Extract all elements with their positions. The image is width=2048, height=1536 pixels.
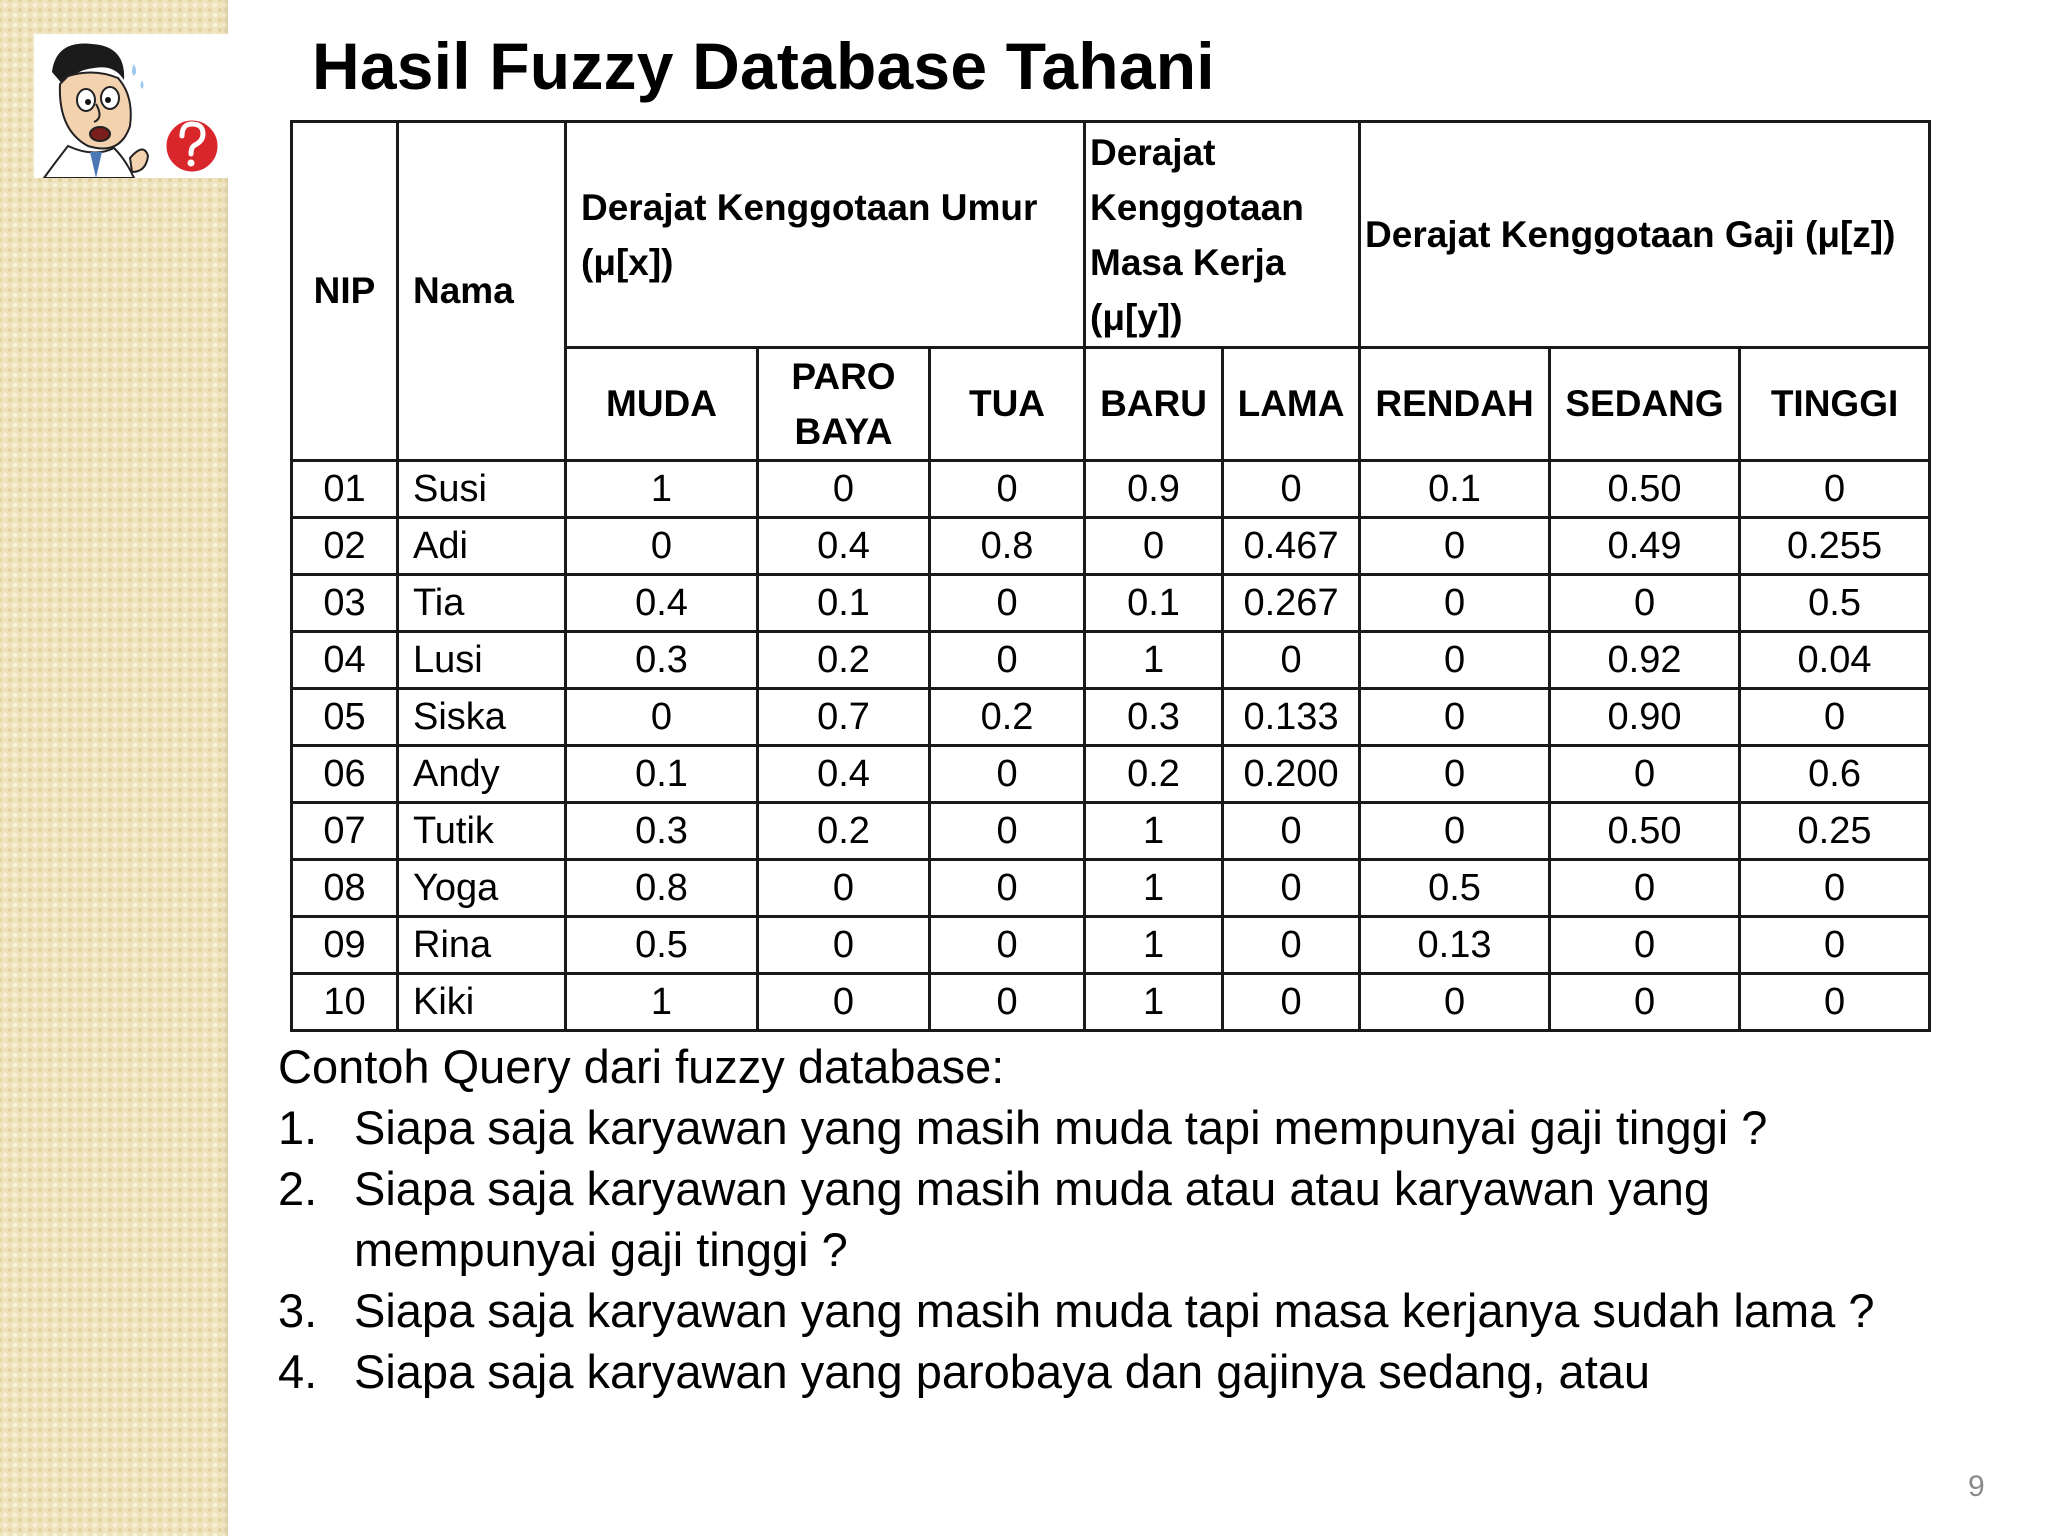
cell-sedang: 0.49 (1550, 518, 1740, 575)
cell-nama: Susi (398, 461, 566, 518)
header-paro-baya: PARO BAYA (758, 348, 930, 461)
cell-nip: 10 (292, 974, 398, 1031)
header-nama: Nama (398, 122, 566, 461)
slide-title: Hasil Fuzzy Database Tahani (312, 29, 1215, 103)
cell-tinggi: 0 (1740, 917, 1930, 974)
cell-baru: 1 (1085, 974, 1223, 1031)
cell-rendah: 0.13 (1360, 917, 1550, 974)
side-texture-strip (0, 0, 228, 1536)
cell-paro-baya: 0.2 (758, 803, 930, 860)
header-nip: NIP (292, 122, 398, 461)
query-item-text: Siapa saja karyawan yang masih muda tapi mempunyai gaji tinggi ? (354, 1101, 1768, 1154)
cell-nama: Adi (398, 518, 566, 575)
confused-man-icon (34, 34, 228, 178)
cell-lama: 0 (1223, 461, 1360, 518)
table-row (292, 803, 1930, 860)
cell-sedang: 0.92 (1550, 632, 1740, 689)
cell-paro-baya: 0 (758, 461, 930, 518)
cell-lama: 0 (1223, 632, 1360, 689)
table-body (292, 461, 1930, 1031)
cell-paro-baya: 0.7 (758, 689, 930, 746)
cell-tua: 0 (930, 917, 1085, 974)
query-item-text: Siapa saja karyawan yang parobaya dan gajinya sedang, atau (354, 1345, 1651, 1398)
query-heading: Contoh Query dari fuzzy database: (278, 1040, 1005, 1093)
header-lama: LAMA (1223, 348, 1360, 461)
cell-rendah: 0 (1360, 974, 1550, 1031)
cell-sedang: 0 (1550, 860, 1740, 917)
cell-rendah: 0 (1360, 803, 1550, 860)
cell-tinggi: 0 (1740, 461, 1930, 518)
cell-lama: 0.467 (1223, 518, 1360, 575)
query-item (278, 1097, 1918, 1158)
cell-paro-baya: 0.1 (758, 575, 930, 632)
cell-muda: 0 (566, 689, 758, 746)
table-row (292, 461, 1930, 518)
cell-muda: 1 (566, 461, 758, 518)
query-item-text: Siapa saja karyawan yang masih muda tapi masa kerjanya sudah lama ? (354, 1284, 1875, 1337)
cell-sedang: 0.50 (1550, 461, 1740, 518)
cell-nip: 09 (292, 917, 398, 974)
table-row (292, 746, 1930, 803)
cell-lama: 0 (1223, 803, 1360, 860)
cell-lama: 0 (1223, 860, 1360, 917)
cell-rendah: 0 (1360, 746, 1550, 803)
cell-muda: 0.3 (566, 803, 758, 860)
cell-lama: 0.267 (1223, 575, 1360, 632)
cell-nama: Lusi (398, 632, 566, 689)
cell-tua: 0 (930, 860, 1085, 917)
cell-rendah: 0.1 (1360, 461, 1550, 518)
question-mark-icon (165, 119, 219, 173)
cell-tinggi: 0.5 (1740, 575, 1930, 632)
cell-rendah: 0 (1360, 689, 1550, 746)
table-row (292, 917, 1930, 974)
cell-rendah: 0.5 (1360, 860, 1550, 917)
cell-nama: Rina (398, 917, 566, 974)
cell-paro-baya: 0.2 (758, 632, 930, 689)
cell-baru: 1 (1085, 860, 1223, 917)
cell-muda: 0.1 (566, 746, 758, 803)
query-item (278, 1158, 1918, 1280)
header-gaji-group: Derajat Kenggotaan Gaji (μ[z]) (1360, 122, 1930, 348)
cell-nama: Tutik (398, 803, 566, 860)
cell-tinggi: 0.255 (1740, 518, 1930, 575)
table-row (292, 632, 1930, 689)
header-rendah: RENDAH (1360, 348, 1550, 461)
header-baru: BARU (1085, 348, 1223, 461)
cell-lama: 0.200 (1223, 746, 1360, 803)
cell-tua: 0.2 (930, 689, 1085, 746)
cell-nama: Kiki (398, 974, 566, 1031)
cell-baru: 0.9 (1085, 461, 1223, 518)
cell-tua: 0 (930, 746, 1085, 803)
table-row (292, 689, 1930, 746)
cell-rendah: 0 (1360, 518, 1550, 575)
cell-nip: 01 (292, 461, 398, 518)
cell-tua: 0 (930, 575, 1085, 632)
cell-lama: 0 (1223, 917, 1360, 974)
cell-tinggi: 0.04 (1740, 632, 1930, 689)
cell-nama: Tia (398, 575, 566, 632)
cell-tinggi: 0.6 (1740, 746, 1930, 803)
query-item (278, 1280, 1918, 1341)
header-umur-group: Derajat Kenggotaan Umur (μ[x]) (566, 122, 1085, 348)
table-row (292, 860, 1930, 917)
cell-sedang: 0.90 (1550, 689, 1740, 746)
cell-lama: 0 (1223, 974, 1360, 1031)
query-item-number: 4. (278, 1345, 318, 1398)
cell-paro-baya: 0 (758, 860, 930, 917)
cell-nip: 07 (292, 803, 398, 860)
cell-tua: 0 (930, 974, 1085, 1031)
cell-baru: 0.3 (1085, 689, 1223, 746)
cell-muda: 0 (566, 518, 758, 575)
query-item-text: Siapa saja karyawan yang masih muda atau atau karyawan yang mempunyai gaji tinggi ? (354, 1162, 1710, 1276)
cell-tinggi: 0 (1740, 974, 1930, 1031)
cell-baru: 0.1 (1085, 575, 1223, 632)
query-item-number: 2. (278, 1162, 318, 1215)
cell-sedang: 0 (1550, 575, 1740, 632)
cell-muda: 0.5 (566, 917, 758, 974)
table-row (292, 575, 1930, 632)
cell-tua: 0.8 (930, 518, 1085, 575)
cell-paro-baya: 0.4 (758, 746, 930, 803)
table-row (292, 974, 1930, 1031)
cell-tua: 0 (930, 632, 1085, 689)
header-tinggi: TINGGI (1740, 348, 1930, 461)
cell-tinggi: 0 (1740, 860, 1930, 917)
cell-tua: 0 (930, 461, 1085, 518)
cell-muda: 0.8 (566, 860, 758, 917)
cell-rendah: 0 (1360, 632, 1550, 689)
cell-paro-baya: 0.4 (758, 518, 930, 575)
cell-baru: 1 (1085, 632, 1223, 689)
header-tua: TUA (930, 348, 1085, 461)
cell-muda: 0.4 (566, 575, 758, 632)
fuzzy-membership-table (290, 120, 1931, 1032)
cell-baru: 0 (1085, 518, 1223, 575)
table-row (292, 518, 1930, 575)
cell-nip: 08 (292, 860, 398, 917)
cell-muda: 1 (566, 974, 758, 1031)
query-item-number: 1. (278, 1101, 318, 1154)
query-item-number: 3. (278, 1284, 318, 1337)
cell-nama: Siska (398, 689, 566, 746)
cell-nip: 06 (292, 746, 398, 803)
cell-nip: 02 (292, 518, 398, 575)
header-sedang: SEDANG (1550, 348, 1740, 461)
cell-rendah: 0 (1360, 575, 1550, 632)
cell-lama: 0.133 (1223, 689, 1360, 746)
page-number: 9 (1968, 1470, 1985, 1503)
cell-nama: Yoga (398, 860, 566, 917)
cell-muda: 0.3 (566, 632, 758, 689)
cell-sedang: 0 (1550, 746, 1740, 803)
cell-sedang: 0 (1550, 974, 1740, 1031)
cell-tua: 0 (930, 803, 1085, 860)
cell-nama: Andy (398, 746, 566, 803)
cell-tinggi: 0 (1740, 689, 1930, 746)
cell-baru: 0.2 (1085, 746, 1223, 803)
cell-paro-baya: 0 (758, 917, 930, 974)
cell-nip: 03 (292, 575, 398, 632)
query-list (278, 1097, 1918, 1402)
cell-tinggi: 0.25 (1740, 803, 1930, 860)
cell-sedang: 0 (1550, 917, 1740, 974)
cell-paro-baya: 0 (758, 974, 930, 1031)
query-section (278, 1036, 1918, 1402)
query-item (278, 1341, 1918, 1402)
header-muda: MUDA (566, 348, 758, 461)
cell-baru: 1 (1085, 917, 1223, 974)
cell-baru: 1 (1085, 803, 1223, 860)
cell-nip: 04 (292, 632, 398, 689)
cell-nip: 05 (292, 689, 398, 746)
cell-sedang: 0.50 (1550, 803, 1740, 860)
header-masa-kerja-group: Derajat Kenggotaan Masa Kerja (μ[y]) (1085, 122, 1360, 348)
